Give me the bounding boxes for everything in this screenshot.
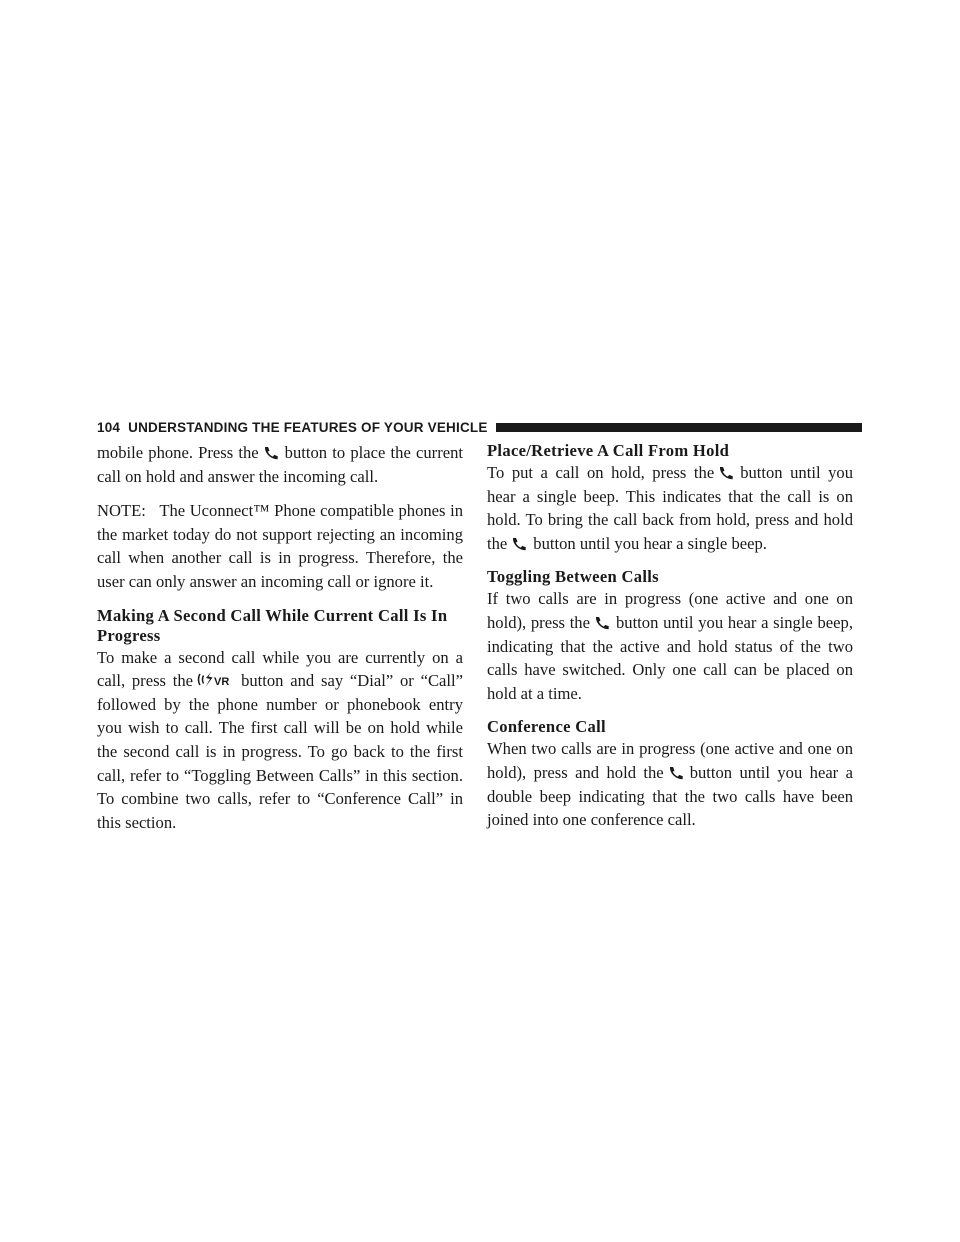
phone-icon	[668, 766, 684, 780]
phone-icon	[511, 537, 527, 551]
paragraph-hold: To put a call on hold, press the button until you hear a single beep. This indicates that the call is on hold. To bring the call back from hold, press and hold the button until you hear a single beep.	[487, 463, 853, 553]
paragraph-second-call: To make a second call while you are currently on a call, press the VR button and say “Dial” or “Call” followed by the phone number or phonebook entry you wish to call. The first call will be on hold while the second call is in progress. To go back to the first call, refer to “Toggling Between Calls” in this section. To combine two calls, refer to “Conference Call” in this section.	[97, 647, 463, 832]
note-label: NOTE:	[97, 501, 146, 521]
note-paragraph: NOTE: The Uconnect™ Phone compatible phones in the market today do not support rejecting an incoming call when another call is in progress. Therefore, the user can only answer an incoming call or ignore it.	[97, 501, 463, 591]
right-column	[487, 441, 853, 832]
left-column	[97, 441, 463, 834]
heading-hold: Place/Retrieve A Call From Hold	[487, 441, 730, 460]
header-rule	[496, 423, 862, 432]
page-header	[97, 418, 862, 436]
heading-toggle: Toggling Between Calls	[487, 567, 659, 587]
phone-icon	[718, 466, 734, 480]
voice-recognition-icon	[197, 671, 235, 688]
page-number: 104	[97, 419, 121, 435]
phone-icon	[594, 616, 610, 630]
section-title: UNDERSTANDING THE FEATURES OF YOUR VEHICLE	[128, 419, 488, 435]
heading-second-call: Making A Second Call While Current Call Is In Progress	[97, 605, 448, 645]
paragraph-toggle: If two calls are in progress (one active and one on hold), press the button until you hear a single beep, indicating that the active and hold status of the two calls have switched. Only one call can be placed on hold at a time.	[487, 589, 853, 703]
svg-text:VR: VR	[214, 676, 230, 689]
phone-icon	[263, 446, 279, 460]
heading-conference: Conference Call	[487, 717, 606, 737]
paragraph-conference: When two calls are in progress (one active and one on hold), press and hold the button until you hear a double beep indicating that the two calls have been joined into one conference call.	[487, 739, 853, 830]
paragraph-hold-answer: mobile phone. Press the button to place the current call on hold and answer the incoming call.	[97, 443, 464, 486]
